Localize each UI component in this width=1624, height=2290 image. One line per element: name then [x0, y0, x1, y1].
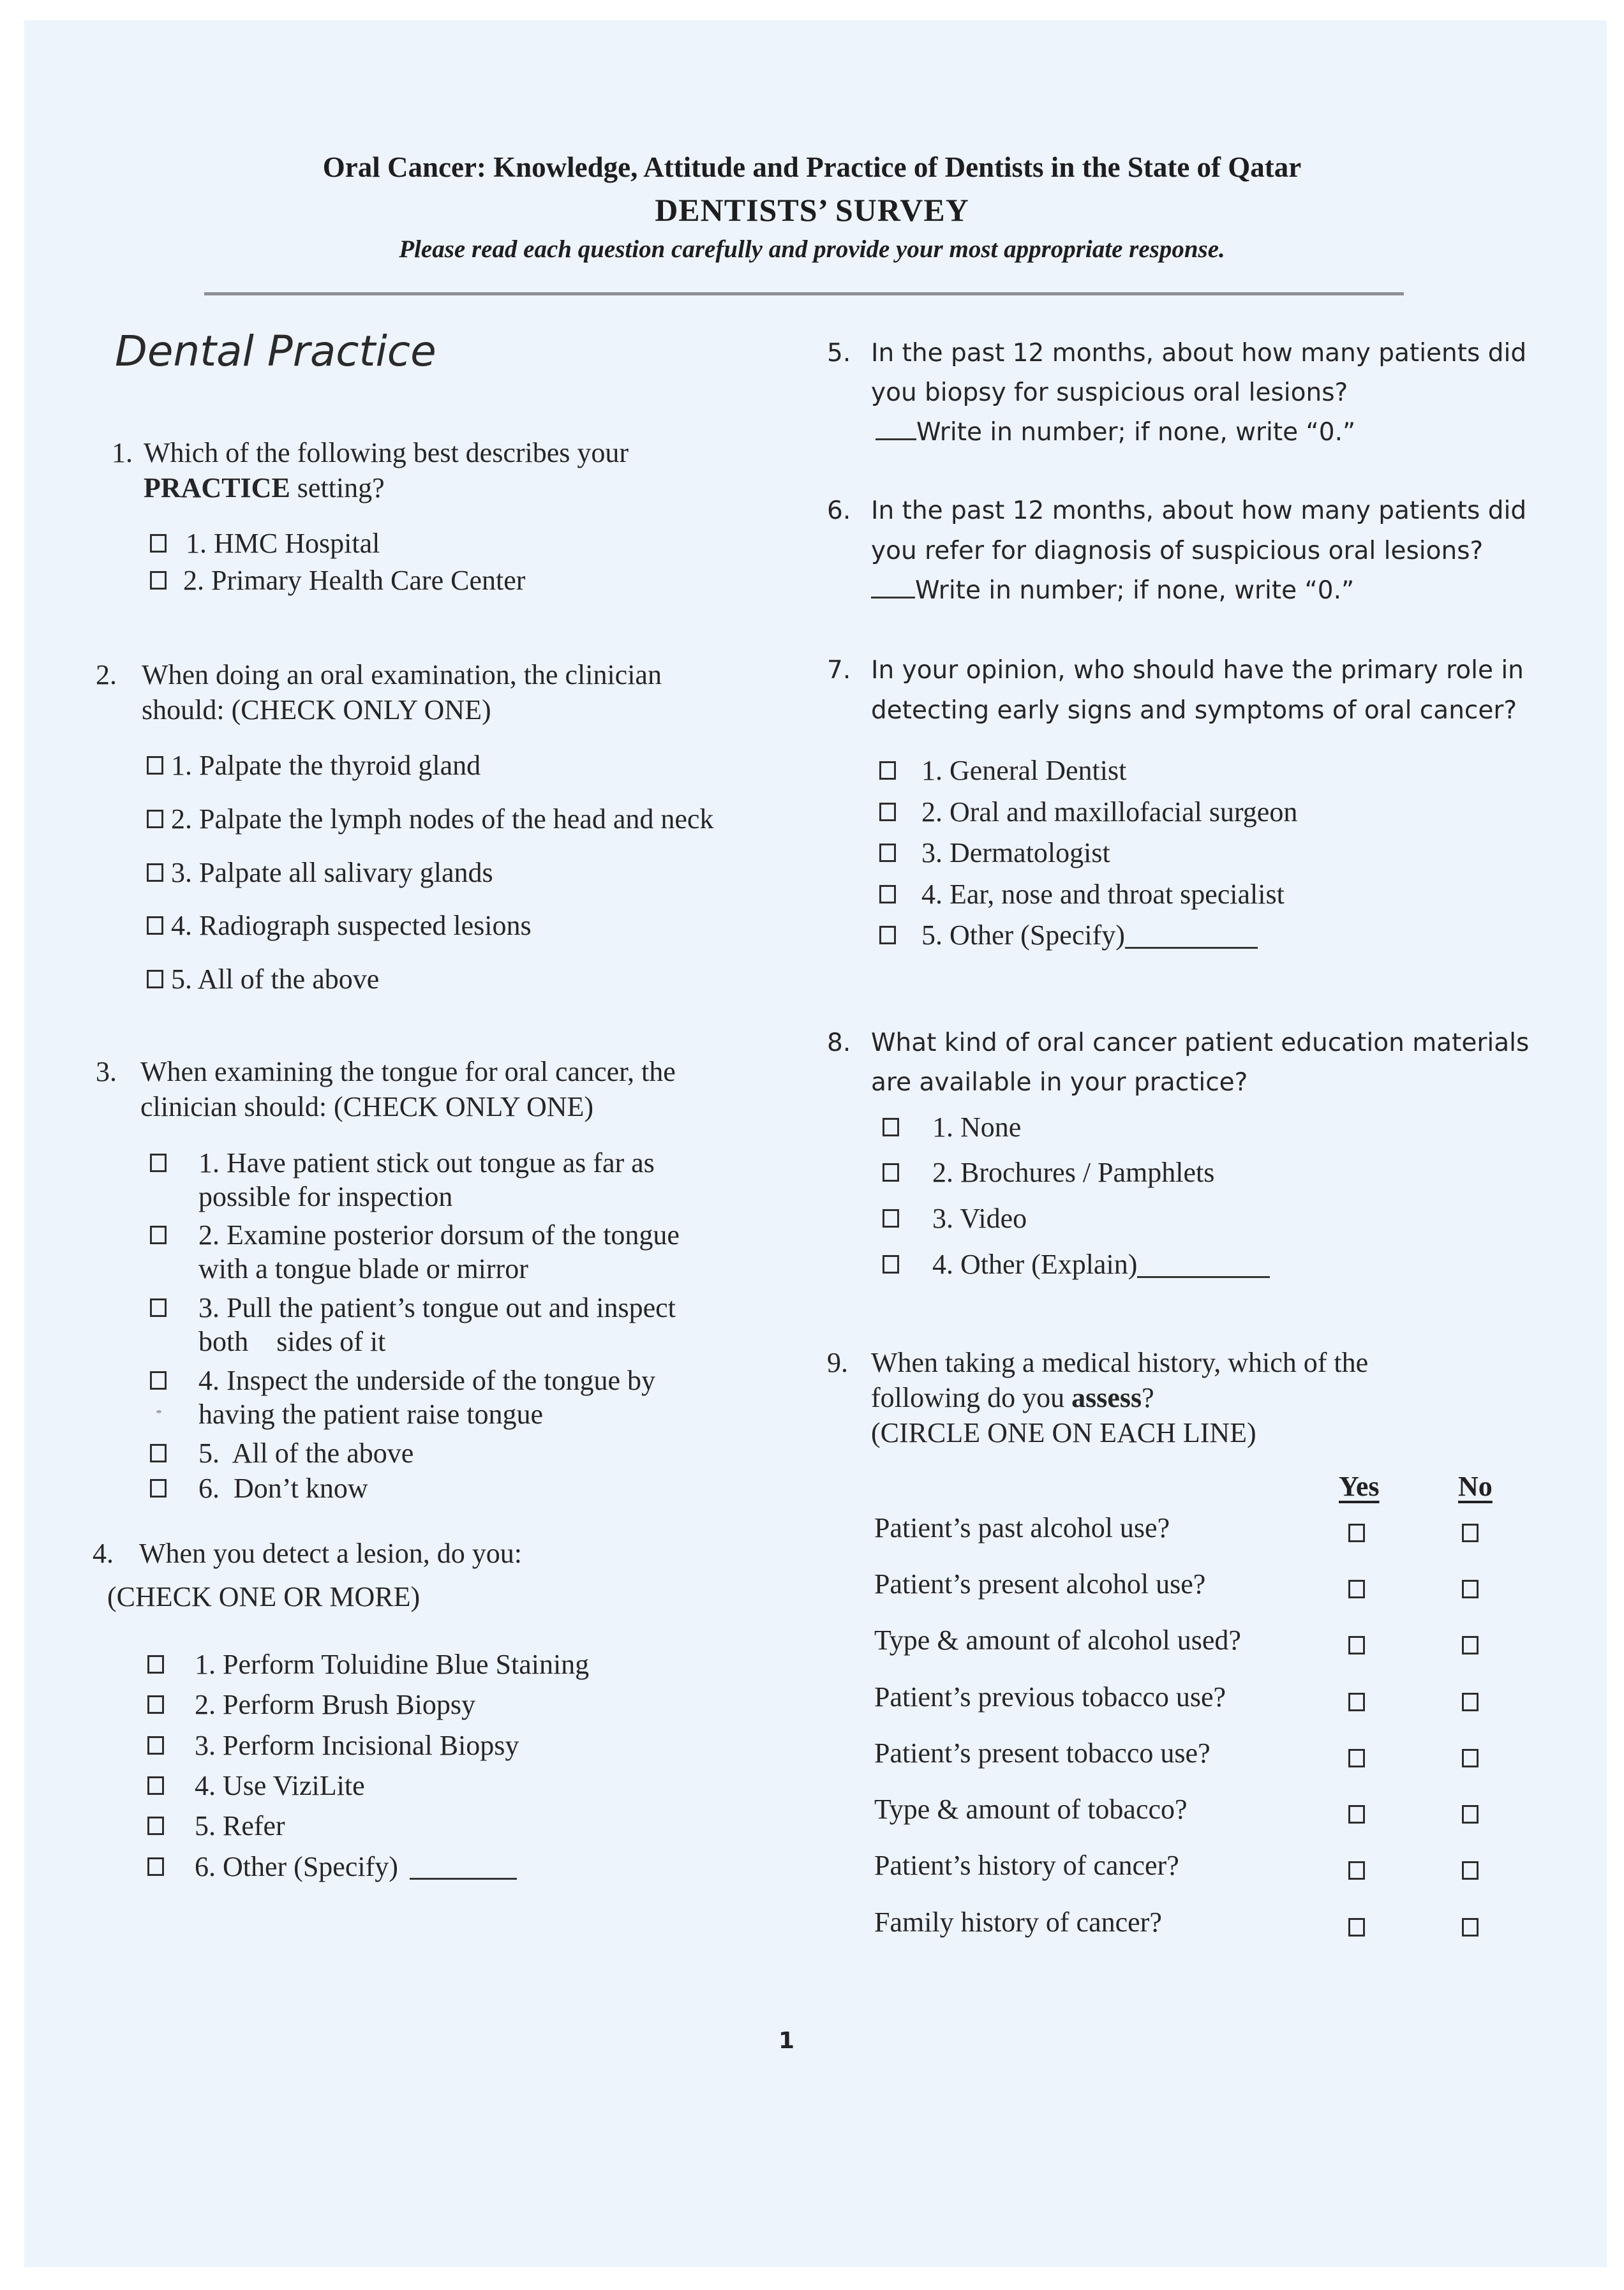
question-text: In your opinion, who should have the primary role in: [871, 656, 1524, 685]
no-checkbox[interactable]: [1462, 1861, 1479, 1880]
checkbox[interactable]: [147, 1776, 164, 1795]
scan-speck: [156, 1410, 161, 1413]
checkbox[interactable]: [150, 1444, 167, 1462]
option-label: 6. Other (Specify): [195, 1851, 398, 1882]
question-number: 6.: [827, 496, 851, 525]
option-label-continued: with a tongue blade or mirror: [198, 1253, 528, 1284]
option-label: 1. General Dentist: [921, 755, 1127, 786]
question-text: When doing an oral examination, the clinician: [142, 659, 662, 690]
yes-checkbox[interactable]: [1348, 1693, 1365, 1711]
option-item[interactable]: [147, 1850, 517, 1883]
column-header-no: No: [1458, 1471, 1493, 1502]
checkbox[interactable]: [879, 885, 896, 903]
question-text: ?: [1142, 1382, 1154, 1413]
yes-checkbox[interactable]: [1348, 1636, 1365, 1654]
specify-input[interactable]: [410, 1854, 517, 1880]
number-answer-row: [875, 413, 1355, 452]
yes-checkbox[interactable]: [1348, 1580, 1365, 1598]
option-label: 3. Palpate all salivary glands: [171, 857, 493, 888]
checkbox[interactable]: [150, 1298, 167, 1317]
specify-input[interactable]: [1125, 921, 1258, 949]
no-checkbox[interactable]: [1462, 1580, 1479, 1598]
section-title: Dental Practice: [115, 327, 436, 376]
number-input[interactable]: [871, 571, 915, 599]
option-label: 4. Use ViziLite: [195, 1770, 365, 1801]
survey-instruction: Please read each question carefully and provide your most appropriate response.: [399, 235, 1225, 263]
explain-input[interactable]: [1137, 1251, 1270, 1278]
question-text: [144, 470, 385, 505]
question-text: following do you: [871, 1382, 1072, 1413]
checkbox[interactable]: [147, 863, 163, 882]
checkbox[interactable]: [150, 1154, 167, 1172]
option-label: 4. Inspect the underside of the tongue by: [198, 1365, 656, 1396]
row-label: Type & amount of tobacco?: [874, 1794, 1188, 1825]
option-label: 5. Other (Specify): [921, 919, 1125, 951]
option-label-continued: possible for inspection: [198, 1181, 453, 1212]
option-label: 3. Perform Incisional Biopsy: [195, 1730, 519, 1761]
option-item[interactable]: [147, 1729, 519, 1762]
option-label: 1. HMC Hospital: [186, 528, 380, 559]
checkbox[interactable]: [147, 1655, 164, 1674]
option-label: 2. Palpate the lymph nodes of the head and neck: [171, 803, 714, 835]
option-item[interactable]: [879, 919, 1258, 951]
option-item[interactable]: [879, 754, 1126, 787]
question-text: detecting early signs and symptoms of oral cancer?: [871, 696, 1517, 725]
checkbox[interactable]: [150, 1371, 167, 1390]
row-label: Patient’s previous tobacco use?: [874, 1681, 1226, 1713]
checkbox[interactable]: [879, 803, 896, 821]
question-number: 1.: [112, 437, 133, 468]
checkbox[interactable]: [150, 571, 167, 590]
question-text: you biopsy for suspicious oral lesions?: [871, 378, 1348, 407]
option-item[interactable]: [883, 1202, 1027, 1235]
question-number: 9.: [827, 1347, 848, 1378]
number-answer-row: [871, 571, 1354, 611]
question-text: should: (CHECK ONLY ONE): [142, 694, 491, 725]
option-item[interactable]: [150, 1472, 368, 1505]
question-text: In the past 12 months, about how many patients did: [871, 339, 1527, 368]
option-item[interactable]: [150, 1291, 676, 1324]
option-item[interactable]: [147, 963, 379, 995]
question-text: (CHECK ONE OR MORE): [107, 1581, 421, 1612]
checkbox[interactable]: [150, 1226, 167, 1244]
option-label: 2. Perform Brush Biopsy: [195, 1689, 475, 1720]
checkbox[interactable]: [147, 1817, 164, 1835]
checkbox[interactable]: [147, 810, 163, 828]
option-label: 2. Oral and maxillofacial surgeon: [921, 796, 1298, 828]
option-item[interactable]: [883, 1156, 1214, 1189]
yes-checkbox[interactable]: [1348, 1524, 1365, 1542]
option-label: 2. Brochures / Pamphlets: [932, 1157, 1215, 1188]
question-emphasis: PRACTICE: [144, 472, 290, 503]
option-item[interactable]: [150, 1437, 413, 1469]
row-label: Patient’s history of cancer?: [874, 1850, 1179, 1881]
question-number: 4.: [93, 1538, 114, 1569]
checkbox[interactable]: [147, 1736, 164, 1755]
checkbox[interactable]: [147, 756, 163, 775]
question-number: 3.: [96, 1056, 117, 1087]
checkbox[interactable]: [147, 1857, 164, 1876]
no-checkbox[interactable]: [1462, 1749, 1479, 1767]
option-label: 5. All of the above: [198, 1438, 414, 1469]
option-label: 4. Radiograph suspected lesions: [171, 910, 532, 941]
option-label: 4. Ear, nose and throat specialist: [921, 879, 1285, 910]
option-item[interactable]: [147, 856, 493, 889]
question-emphasis: assess: [1071, 1382, 1142, 1413]
question-text: What kind of oral cancer patient education materials: [871, 1029, 1530, 1057]
question-number: 5.: [827, 339, 851, 368]
row-label: Patient’s past alcohol use?: [874, 1512, 1170, 1543]
option-item[interactable]: [150, 1147, 655, 1179]
checkbox[interactable]: [150, 1479, 167, 1498]
option-item[interactable]: [150, 1364, 655, 1397]
option-item[interactable]: [879, 878, 1285, 911]
question-text: When taking a medical history, which of the: [871, 1347, 1369, 1378]
option-item[interactable]: [879, 836, 1110, 869]
no-checkbox[interactable]: [1462, 1636, 1479, 1654]
row-label: Patient’s present alcohol use?: [874, 1568, 1206, 1600]
page-number: 1: [778, 2028, 795, 2054]
no-checkbox[interactable]: [1462, 1918, 1479, 1937]
option-label: 6. Don’t know: [198, 1473, 368, 1504]
option-label: 2. Primary Health Care Center: [183, 565, 526, 596]
option-label: 4. Other (Explain): [932, 1249, 1138, 1280]
question-text: (CIRCLE ONE ON EACH LINE): [871, 1417, 1256, 1448]
checkbox[interactable]: [879, 761, 896, 780]
yes-checkbox[interactable]: [1348, 1918, 1365, 1937]
row-label: Type & amount of alcohol used?: [874, 1625, 1241, 1656]
checkbox[interactable]: [147, 970, 163, 988]
header-divider: [204, 292, 1404, 295]
checkbox[interactable]: [883, 1163, 899, 1182]
row-label: Family history of cancer?: [874, 1907, 1162, 1938]
checkbox[interactable]: [883, 1209, 899, 1228]
option-item[interactable]: [879, 796, 1297, 828]
yes-checkbox[interactable]: [1348, 1861, 1365, 1880]
checkbox[interactable]: [883, 1255, 899, 1274]
option-item[interactable]: [150, 564, 525, 597]
option-label: 1. None: [932, 1112, 1022, 1143]
answer-instruction: Write in number; if none, write “0.”: [916, 418, 1356, 447]
question-text: When examining the tongue for oral cancer, the: [140, 1056, 676, 1087]
option-item[interactable]: [147, 1688, 475, 1721]
number-input[interactable]: [875, 413, 916, 440]
option-item[interactable]: [883, 1248, 1270, 1281]
option-item[interactable]: [150, 1219, 680, 1251]
option-item[interactable]: [147, 1810, 285, 1842]
option-item[interactable]: [147, 803, 713, 835]
option-item[interactable]: [883, 1111, 1021, 1143]
checkbox[interactable]: [883, 1118, 899, 1136]
checkbox[interactable]: [879, 926, 896, 944]
option-label: 3. Video: [932, 1203, 1027, 1234]
question-text: are available in your practice?: [871, 1068, 1248, 1097]
question-text: When you detect a lesion, do you:: [139, 1538, 522, 1569]
option-item[interactable]: [147, 1648, 589, 1681]
option-item[interactable]: [150, 527, 380, 560]
option-label: 5. Refer: [195, 1810, 285, 1841]
no-checkbox[interactable]: [1462, 1693, 1479, 1711]
question-text: clinician should: (CHECK ONLY ONE): [140, 1091, 594, 1122]
survey-title: Oral Cancer: Knowledge, Attitude and Practice of Dentists in the State of Qatar: [322, 151, 1302, 183]
option-label-continued: both sides of it: [198, 1326, 386, 1357]
option-label-continued: having the patient raise tongue: [198, 1399, 544, 1430]
question-number: 8.: [827, 1029, 851, 1057]
no-checkbox[interactable]: [1462, 1524, 1479, 1542]
answer-instruction: Write in number; if none, write “0.”: [915, 576, 1355, 605]
survey-subtitle: DENTISTS’ SURVEY: [655, 192, 969, 228]
option-label: 1. Palpate the thyroid gland: [171, 750, 481, 781]
option-label: 5. All of the above: [171, 963, 380, 995]
column-header-yes: Yes: [1339, 1471, 1380, 1502]
checkbox[interactable]: [147, 916, 163, 935]
question-text: [871, 1380, 1154, 1415]
option-label: 1. Perform Toluidine Blue Staining: [195, 1649, 590, 1680]
option-item[interactable]: [147, 909, 532, 942]
no-checkbox[interactable]: [1462, 1805, 1479, 1824]
question-text: you refer for diagnosis of suspicious oral lesions?: [871, 537, 1484, 565]
option-label: 3. Pull the patient’s tongue out and inspect: [198, 1292, 676, 1323]
question-text: In the past 12 months, about how many patients did: [871, 496, 1527, 525]
question-number: 7.: [827, 656, 851, 685]
option-label: 1. Have patient stick out tongue as far as: [198, 1147, 655, 1178]
row-label: Patient’s present tobacco use?: [874, 1737, 1211, 1769]
question-number: 2.: [96, 659, 117, 690]
checkbox[interactable]: [879, 844, 896, 862]
yes-checkbox[interactable]: [1348, 1749, 1365, 1767]
checkbox[interactable]: [147, 1695, 164, 1714]
question-text: setting?: [290, 472, 385, 503]
option-item[interactable]: [147, 749, 480, 782]
checkbox[interactable]: [150, 534, 167, 553]
yes-checkbox[interactable]: [1348, 1805, 1365, 1824]
option-label: 3. Dermatologist: [921, 837, 1110, 868]
option-label: 2. Examine posterior dorsum of the tongue: [198, 1219, 680, 1251]
question-text: Which of the following best describes your: [144, 437, 629, 468]
option-item[interactable]: [147, 1769, 365, 1802]
